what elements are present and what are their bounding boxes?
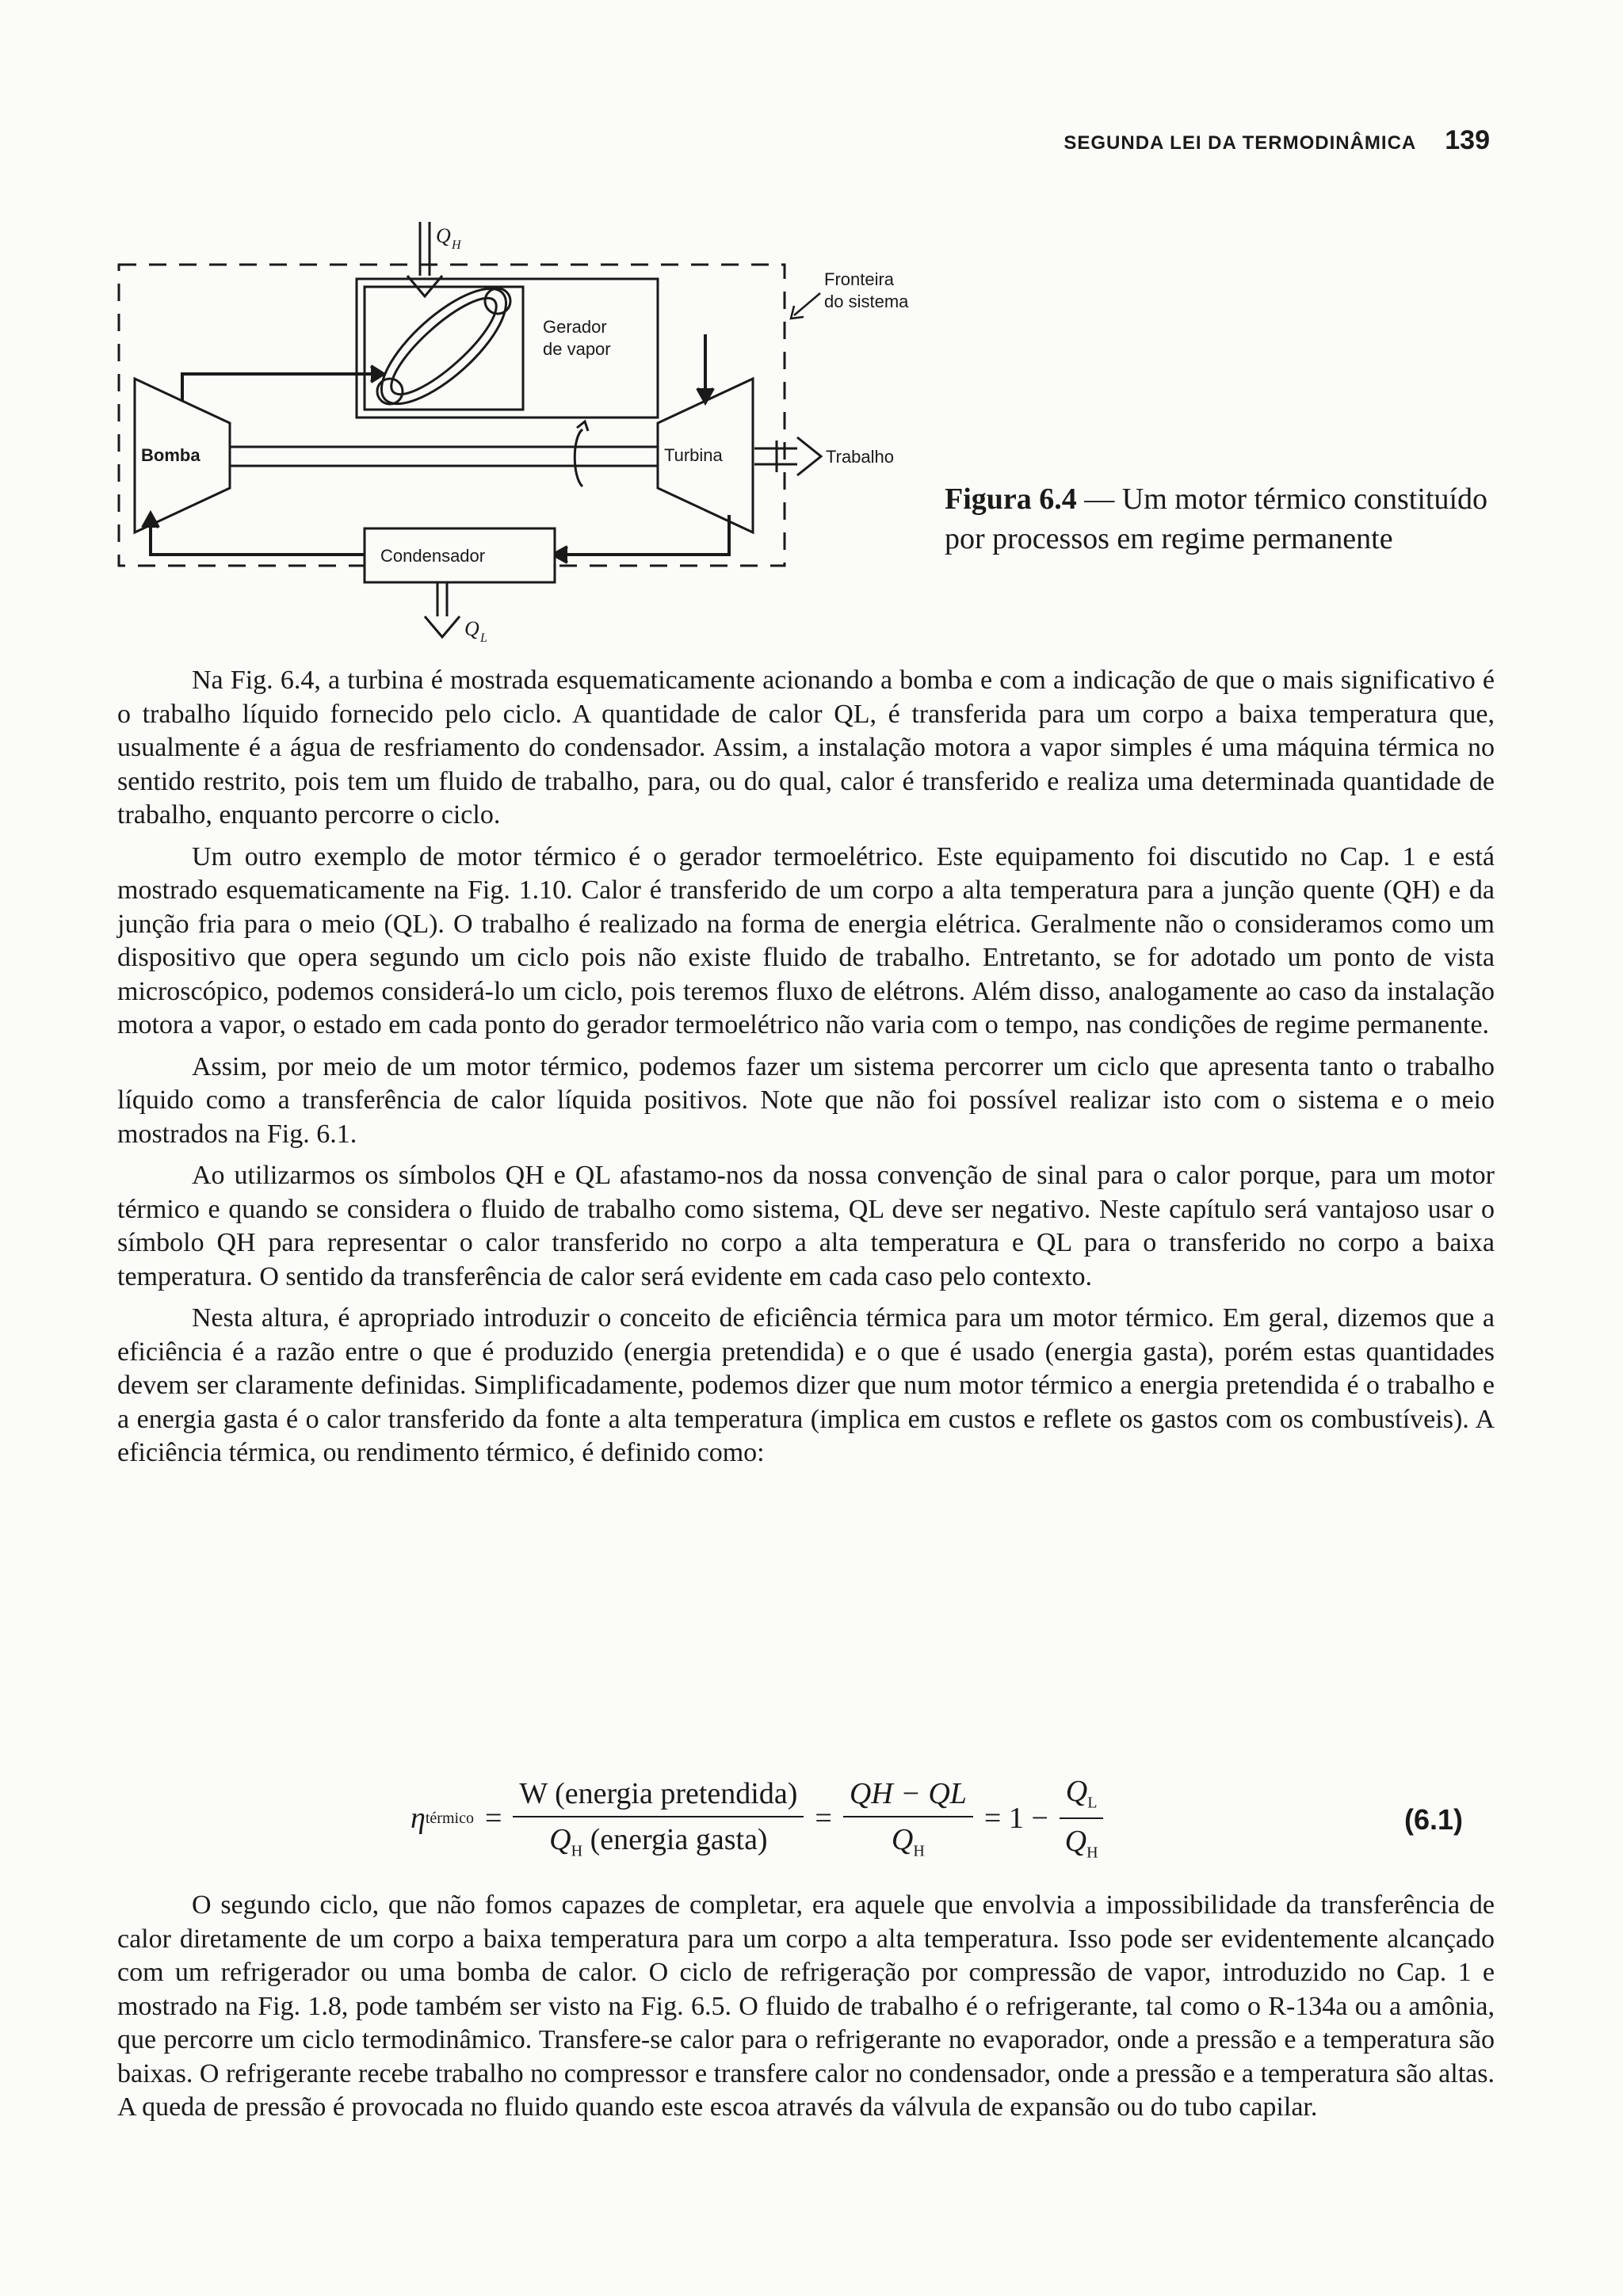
condenser-label: Condensador [380, 546, 486, 566]
figure-caption [945, 479, 1499, 559]
paragraph-6: O segundo ciclo, que não fomos capazes de completar, era aquele que envolvia a impossibilidade da transferência de calor diretamente de um corpo a baixa temperatura para um corpo a alta temperatura. Isso pode ser evidentemente alcançado com um refrigerador ou uma bomba de calor. O ciclo de refrigeração por compressão de vapor, introduzido no Cap. 1 e mostrado na Fig. 1.8, pode também ser visto na Fig. 6.5. O fluido de trabalho é o refrigerante, tal como o R-134a ou a amônia, que percorre um ciclo termodinâmico. Transfere-se calor para o refrigerante no evaporador, onde a pressão e a temperatura são baixas. O refrigerante recebe trabalho no compressor e transfere calor no condensador, onde a pressão e a temperatura são altas. A queda de pressão é provocada no fluido quando este escoa através da válvula de expansão ou do tubo capilar. [117, 1890, 1495, 2122]
eq-fraction-2-numerator: QH − QL [843, 1776, 973, 1817]
paragraph-4: Ao utilizarmos os símbolos QH e QL afastamo-nos da nossa convenção de sinal para o calor porque, para um motor térmico e quando se considera o fluido de trabalho como sistema, QL deve ser negativo. Neste capítulo será vantajoso usar o símbolo QH para representar o calor transferido no corpo a alta temperatura e QL para o transferido no corpo a baixa temperatura. O sentido da transferência de calor será evidente em cada caso pelo contexto. [117, 1161, 1495, 1291]
eq-fraction-1-denominator: $Q_H$ (energia gasta) [549, 1822, 768, 1860]
body-text [117, 664, 1495, 1478]
qh-label: Q [436, 224, 451, 247]
body-text-continued [117, 1889, 1495, 2125]
boundary-pointer [791, 293, 820, 318]
paragraph-3: Assim, por meio de um motor térmico, podemos fazer um sistema percorrer um ciclo que apresenta tanto o trabalho líquido como a transferência de calor líquida positivos. Note que não foi possível realizar isto com o sistema e o meio mostrados na Fig. 6.1. [117, 1051, 1495, 1149]
pipe-pump-to-generator [182, 366, 384, 401]
eq-fraction-1 [513, 1776, 804, 1861]
equation-6-1 [117, 1765, 1495, 1871]
boundary-label-line2: do sistema [824, 292, 909, 311]
page-number: 139 [1445, 125, 1490, 155]
shaft [230, 447, 658, 466]
pipe-turbine-to-condenser [553, 515, 729, 563]
ql-label: Q [464, 617, 479, 640]
generator-label-line2: de vapor [543, 339, 611, 359]
paragraph-2: Um outro exemplo de motor térmico é o gerador termoelétrico. Este equipamento foi discutido no Cap. 1 e está mostrado esquematicamente na Fig. 1.10. Calor é transferido de um corpo a alta temperatura para a junção quente (QH) e da junção fria para o meio (QL). O trabalho é realizado na forma de energia elétrica. Geralmente não o consideramos como um dispositivo que opera segundo um ciclo pois não existe fluido de trabalho. Entretanto, se for adotado um ponto de vista microscópico, podemos considerá-lo um ciclo, pois teremos fluxo de elétrons. Além disso, analogamente ao caso da instalação motora a vapor, o estado em cada ponto do gerador termoelétrico não varia com o tempo, nas condições de regime permanente. [117, 841, 1495, 1039]
generator-coil [365, 271, 522, 421]
pipe-generator-to-turbine [697, 334, 713, 402]
work-arrow [754, 437, 821, 475]
running-head [983, 125, 1490, 157]
eq-fraction-3-denominator: $Q_H$ [1064, 1825, 1098, 1862]
eq-equals-3: = 1 − [983, 1802, 1048, 1835]
equation-number: (6.1) [1403, 1803, 1463, 1836]
eq-fraction-2-denominator: $Q_H$ [891, 1822, 925, 1860]
ql-subscript: L [480, 631, 487, 645]
eq-fraction-3-numerator: $Q_L$ [1060, 1774, 1104, 1819]
ql-arrow [425, 583, 460, 637]
eq-fraction-2 [843, 1776, 973, 1861]
heat-engine-diagram [103, 208, 975, 651]
figure-caption-number: Figura 6.4 [945, 482, 1077, 516]
eq-equals-2: = [815, 1802, 832, 1835]
pump-label: Bomba [141, 445, 200, 465]
work-label: Trabalho [826, 447, 895, 467]
eq-equals-1: = [484, 1802, 502, 1835]
eq-fraction-3 [1060, 1774, 1104, 1862]
turbine-label: Turbina [664, 445, 723, 465]
figure-caption-text: — Um motor térmico constituído por processos em regime permanente [945, 482, 1487, 555]
rotation-arrow [575, 421, 588, 486]
paragraph-5: Nesta altura, é apropriado introduzir o conceito de eficiência térmica para um motor térmico. Em geral, dizemos que a eficiência é a razão entre o que é produzido (energia pretendida) e o que é usado (energia gasta), porém estas quantidades devem ser claramente definidas. Simplificadamente, podemos dizer que num motor térmico a energia pretendida é o trabalho e a energia gasta é o calor transferido da fonte a alta temperatura (implica em custos e reflete os gastos com os combustíveis). A eficiência térmica, ou rendimento térmico, é definido como: [117, 1303, 1495, 1467]
boundary-label-line1: Fronteira [824, 269, 895, 289]
qh-subscript: H [452, 238, 461, 252]
system-boundary [119, 265, 785, 566]
eq-lhs-subscript: térmico [425, 1809, 474, 1827]
generator-label-line1: Gerador [543, 317, 607, 337]
pipe-condenser-to-pump [143, 513, 365, 555]
generator-inner-box [365, 287, 523, 410]
eq-fraction-1-numerator: W (energia pretendida) [513, 1776, 804, 1817]
running-head-title: SEGUNDA LEI DA TERMODINÂMICA [1064, 132, 1417, 154]
paragraph-1: Na Fig. 6.4, a turbina é mostrada esquematicamente acionando a bomba e com a indicação de que o mais significativo é o trabalho líquido fornecido pelo ciclo. A quantidade de calor QL, é transferida para um corpo a baixa temperatura que, usualmente é a água de resfriamento do condensador. Assim, a instalação motora a vapor simples é uma máquina térmica no sentido restrito, pois tem um fluido de trabalho, para, ou do qual, calor é transferido e realiza uma determinada quantidade de trabalho, enquanto percorre o ciclo. [117, 666, 1495, 830]
eq-lhs: η [411, 1802, 426, 1835]
